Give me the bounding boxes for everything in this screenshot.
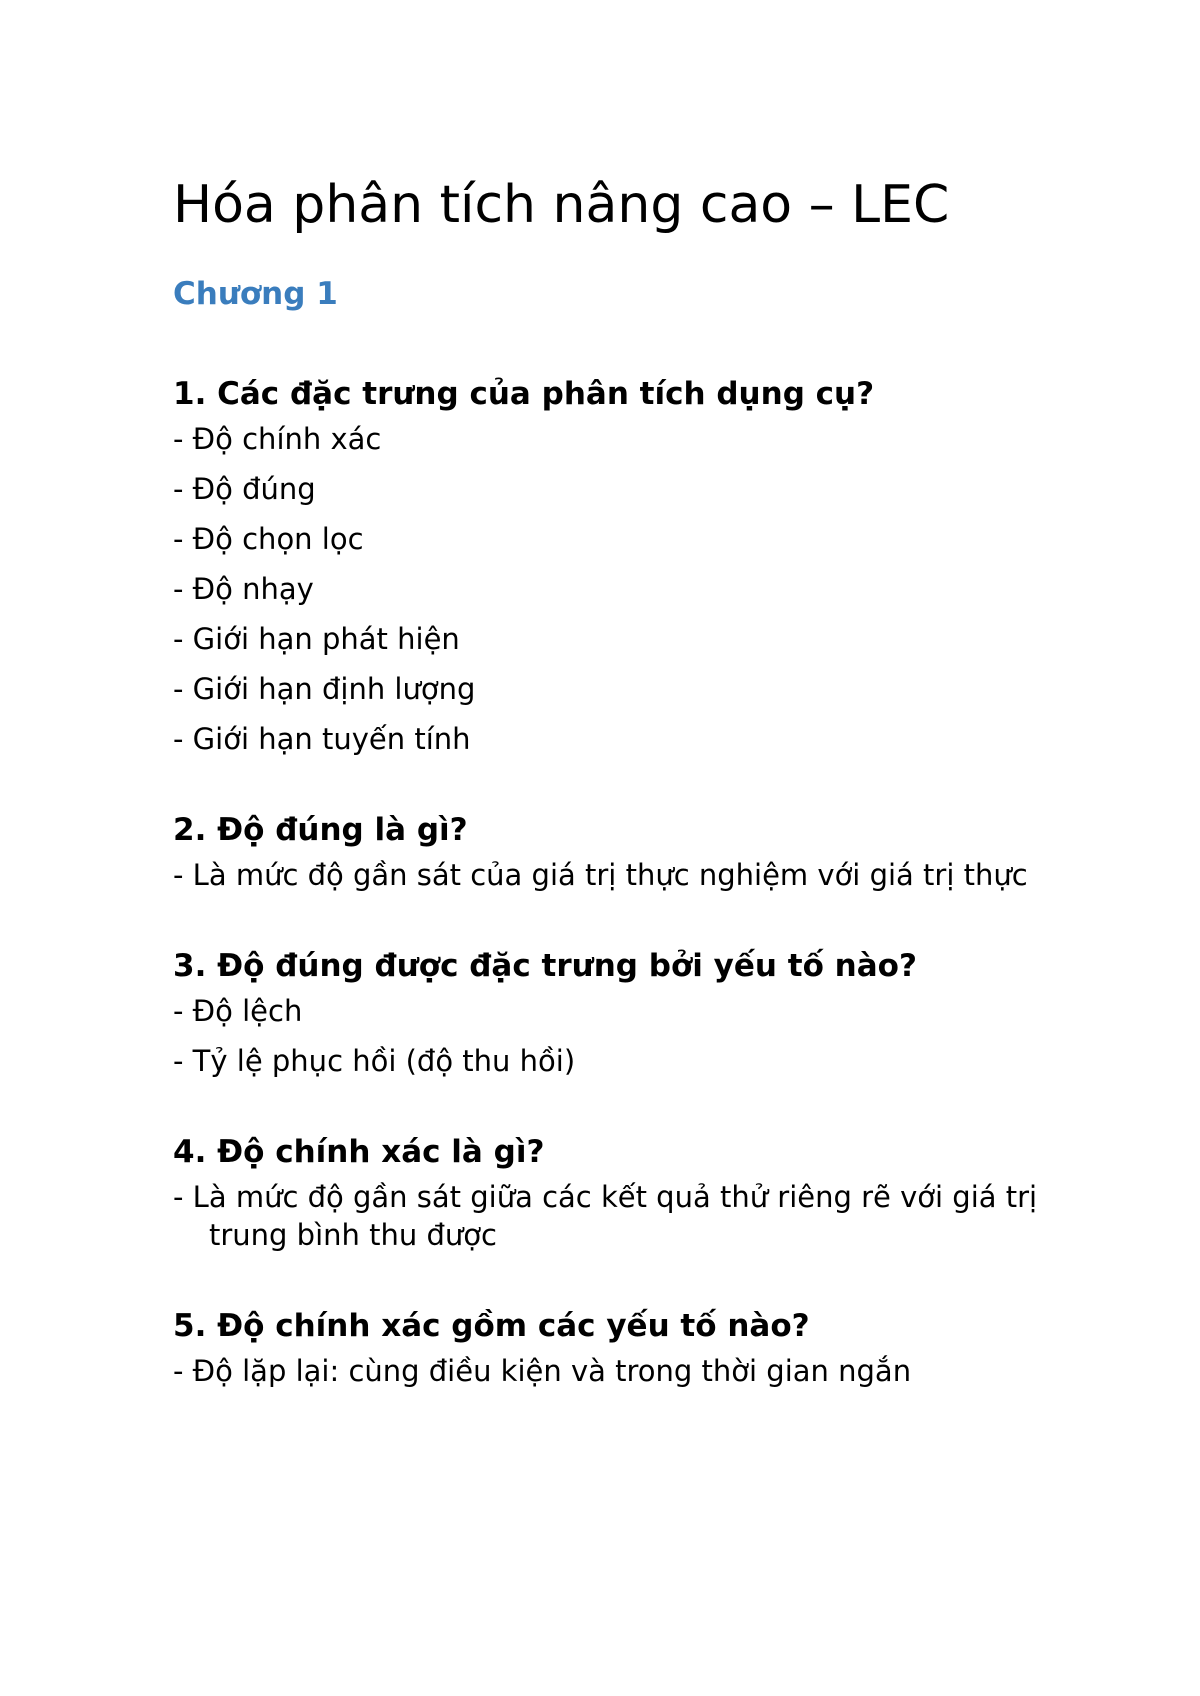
document-title: Hóa phân tích nâng cao – LEC xyxy=(173,175,950,235)
chapter-heading: Chương 1 xyxy=(173,276,338,312)
answer-item: - Độ chọn lọc xyxy=(173,522,364,556)
answer-item: - Độ chính xác xyxy=(173,422,382,456)
question-heading: 2. Độ đúng là gì? xyxy=(173,812,468,848)
answer-item: - Giới hạn phát hiện xyxy=(173,622,460,656)
answer-item: - Giới hạn định lượng xyxy=(173,672,476,706)
question-block xyxy=(173,1130,1073,1254)
question-list xyxy=(173,372,1073,1390)
question-block xyxy=(173,1304,1073,1390)
question-heading: 1. Các đặc trưng của phân tích dụng cụ? xyxy=(173,376,875,412)
question-heading: 4. Độ chính xác là gì? xyxy=(173,1134,545,1170)
question-heading: 5. Độ chính xác gồm các yếu tố nào? xyxy=(173,1308,810,1344)
answer-item: - Độ đúng xyxy=(173,472,316,506)
answer-item: - Là mức độ gần sát giữa các kết quả thử riêng rẽ với giá trị trung bình thu được xyxy=(173,1180,1038,1252)
answer-item: - Độ lặp lại: cùng điều kiện và trong thời gian ngắn xyxy=(173,1354,912,1388)
answer-item: - Tỷ lệ phục hồi (độ thu hồi) xyxy=(173,1044,576,1078)
answer-item: - Độ lệch xyxy=(173,994,303,1028)
question-block xyxy=(173,372,1073,758)
question-block xyxy=(173,944,1073,1080)
answer-item: - Độ nhạy xyxy=(173,572,314,606)
question-block xyxy=(173,808,1073,894)
document-page xyxy=(173,170,1073,1440)
question-heading: 3. Độ đúng được đặc trưng bởi yếu tố nào? xyxy=(173,948,917,984)
answer-item: - Là mức độ gần sát của giá trị thực nghiệm với giá trị thực xyxy=(173,858,1028,892)
answer-item: - Giới hạn tuyến tính xyxy=(173,722,471,756)
